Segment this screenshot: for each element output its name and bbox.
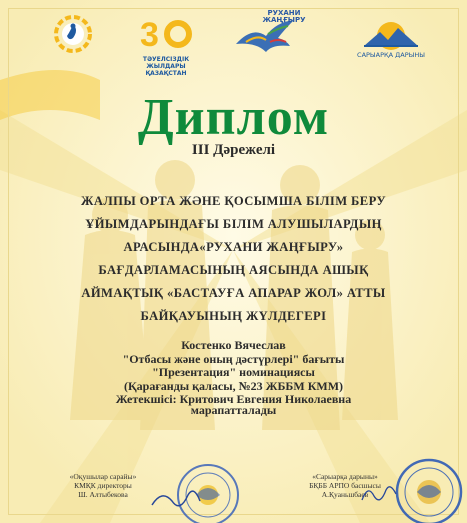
diploma-body [0,190,467,328]
winner-supervisor: Жетекшісі: Критович Евгения Николаевна [115,392,352,406]
saryarka-daryny-logo [358,10,424,54]
winner-school: (Қарағанды қаласы, №23 ЖББМ КММ) [123,378,344,393]
winner-block [0,339,467,407]
sun-child-logo [42,10,104,62]
right-signature-scribble [360,478,400,508]
winner-direction: "Отбасы және оның дәстүрлері" бағыты [122,351,345,366]
right-post: БҚББ АРПО басшысы [309,481,381,490]
diploma-degree: III Дәрежелі [191,142,276,158]
rukhani-caption: РУХАНИ ЖАҢҒЫРУ [262,9,306,24]
award-text: марапатталады [190,403,277,417]
svg-text:3: 3 [140,16,159,54]
left-org: «Оқушылар сарайы» [69,472,137,481]
body-line: АРАСЫНДА«РУХАНИ ЖАҢҒЫРУ» [123,240,344,254]
diploma-title: Диплом [137,89,330,146]
body-line: ЖАЛПЫ ОРТА ЖӘНЕ ҚОСЫМША БІЛІМ БЕРУ [81,194,386,208]
saryarka-caption: САРЫАРҚА ДАРЫНЫ [357,51,425,59]
right-org: «Сарыарқа дарыны» [312,472,378,481]
right-person: А.Қуаньшбаев [321,490,369,499]
winner-nomination: "Презентация" номинациясы [152,365,315,379]
left-signature-block [58,472,148,499]
body-line: БАЙҚАУЫНЫҢ ЖҮЛДЕГЕРІ [140,309,327,323]
body-line: ҰЙЫМДАРЫНДАҒЫ БІЛІМ АЛУШЫЛАРДЫҢ [85,217,382,231]
left-person: Ш. Алтыбекова [78,490,128,499]
body-line: БАҒДАРЛАМАСЫНЫҢ АЯСЫНДА АШЫҚ [98,263,369,277]
winner-name: Костенко Вячеслав [181,338,286,352]
thirty-years-logo [134,10,198,56]
left-seal-stamp [150,455,242,523]
left-post: КМҚК директоры [74,481,132,490]
thirty-years-caption: ТӘУЕЛСІЗДІК ЖЫЛДАРЫ ҚАЗАҚСТАН [142,56,190,77]
body-line: АЙМАҚТЫҚ «БАСТАУҒА АПАРАР ЖОЛ» АТТЫ [81,286,386,300]
